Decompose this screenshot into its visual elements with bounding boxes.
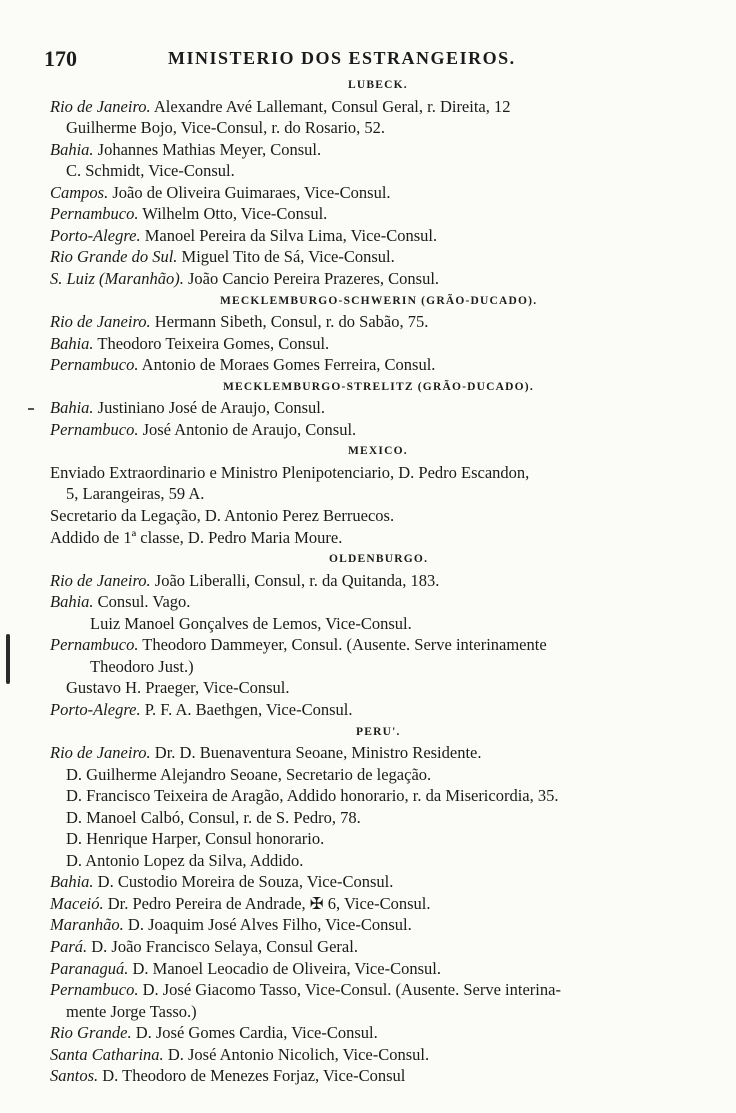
directory-entry xyxy=(90,656,194,678)
directory-entry xyxy=(50,634,547,656)
entry-text: Johannes Mathias Meyer, Consul. xyxy=(93,139,322,159)
entry-text: D. Antonio Lopez da Silva, Addido. xyxy=(66,850,304,870)
entry-place: Pernambuco. xyxy=(50,635,139,655)
directory-entry xyxy=(66,677,290,699)
entry-text: D. Theodoro de Menezes Forjaz, Vice-Consul xyxy=(98,1066,406,1086)
entry-text: Gustavo H. Praeger, Vice-Consul. xyxy=(66,678,290,698)
entry-text: Secretario da Legação, D. Antonio Perez Berruecos. xyxy=(50,506,395,525)
section-heading-text: MEXICO. xyxy=(348,445,408,458)
page-number: 170 xyxy=(44,46,77,71)
directory-entry xyxy=(50,419,356,441)
entry-text: D. João Francisco Selaya, Consul Geral. xyxy=(87,937,358,956)
entry-text: Addido de 1ª classe, D. Pedro Maria Moure. xyxy=(50,527,343,547)
entry-place: Bahia. xyxy=(50,333,94,353)
directory-entry xyxy=(66,483,204,505)
entry-place: Rio de Janeiro. xyxy=(50,743,151,763)
entry-text: Manoel Pereira da Silva Lima, Vice-Consul. xyxy=(140,225,438,245)
entry-text: Guilherme Bojo, Vice-Consul, r. do Rosario, 52. xyxy=(66,118,386,138)
entry-text: D. Manoel Leocadio de Oliveira, Vice-Consul. xyxy=(128,958,441,978)
entry-place: Porto-Alegre. xyxy=(50,699,141,719)
entry-text: D. Henrique Harper, Consul honorario. xyxy=(66,829,325,849)
entry-place: Pernambuco. xyxy=(50,204,139,224)
entry-text: D. José Antonio Nicolich, Vice-Consul. xyxy=(163,1044,430,1064)
directory-entry xyxy=(50,268,439,290)
directory-entry xyxy=(66,807,361,829)
directory-entry xyxy=(50,527,342,549)
directory-entry xyxy=(50,893,430,915)
entry-place: Bahia. xyxy=(50,592,94,612)
directory-entry xyxy=(66,785,559,807)
directory-entry xyxy=(50,225,437,247)
entry-text: D. Guilherme Alejandro Seoane, Secretario de legação. xyxy=(66,764,432,784)
directory-entry xyxy=(50,354,435,376)
entry-text: Theodoro Just.) xyxy=(90,656,194,676)
entry-text: Theodoro Dammeyer, Consul. (Ausente. Serve interinamente xyxy=(138,635,547,655)
entry-place: Porto-Alegre. xyxy=(50,225,141,245)
section-heading-text: LUBECK. xyxy=(348,79,408,91)
margin-mark xyxy=(6,634,10,684)
entry-place: Santa Catharina. xyxy=(50,1044,164,1064)
entry-text: Hermann Sibeth, Consul, r. do Sabão, 75. xyxy=(150,312,429,332)
entry-place: Rio Grande. xyxy=(50,1023,132,1043)
entry-text: João Cancio Pereira Prazeres, Consul. xyxy=(183,268,440,288)
entry-text: João Liberalli, Consul, r. da Quitanda, 183. xyxy=(150,570,440,590)
entry-place: Pernambuco. xyxy=(50,419,139,439)
directory-entry xyxy=(50,1065,405,1087)
entry-text: José Antonio de Araujo, Consul. xyxy=(138,419,357,439)
entry-place: S. Luiz (Maranhão). xyxy=(50,268,184,288)
entry-text: 5, Larangeiras, 59 A. xyxy=(66,484,205,504)
entry-text: P. F. A. Baethgen, Vice-Consul. xyxy=(140,699,353,719)
entry-text: D. Joaquim José Alves Filho, Vice-Consul. xyxy=(123,915,412,935)
entry-text: Theodoro Teixeira Gomes, Consul. xyxy=(93,333,330,353)
entry-place: Bahia. xyxy=(50,139,94,159)
entry-text: mente Jorge Tasso.) xyxy=(66,1001,197,1021)
entry-place: Pará. xyxy=(50,937,88,956)
entry-text: Dr. D. Buenaventura Seoane, Ministro Residente. xyxy=(150,743,482,763)
entry-text: D. Custodio Moreira de Souza, Vice-Consul. xyxy=(93,872,394,892)
entry-text: D. Manoel Calbó, Consul, r. de S. Pedro, 78. xyxy=(66,807,361,827)
directory-entry xyxy=(50,936,358,958)
entry-place: Rio Grande do Sul. xyxy=(50,247,178,267)
entry-place: Bahia. xyxy=(50,398,94,418)
directory-entry xyxy=(50,979,561,1001)
entry-place: Bahia. xyxy=(50,872,94,892)
directory-entry xyxy=(66,764,431,786)
margin-tick xyxy=(28,408,34,410)
entry-place: Rio de Janeiro. xyxy=(50,570,151,590)
section-heading xyxy=(223,376,534,398)
directory-entry xyxy=(50,570,439,592)
section-heading xyxy=(348,440,408,462)
directory-entry xyxy=(50,591,190,613)
directory-entry xyxy=(50,311,428,333)
directory-entry xyxy=(50,182,391,204)
entry-text: D. José Giacomo Tasso, Vice-Consul. (Ausente. Serve interina- xyxy=(138,980,561,1000)
entry-text: D. José Gomes Cardia, Vice-Consul. xyxy=(131,1023,378,1043)
entry-place: Maranhão. xyxy=(50,915,124,935)
section-heading xyxy=(348,74,408,96)
directory-entry xyxy=(50,505,394,527)
directory-entry xyxy=(50,1022,378,1044)
entry-text: Consul. Vago. xyxy=(93,592,191,612)
directory-entry xyxy=(50,462,529,484)
directory-entry xyxy=(50,914,412,936)
directory-entry xyxy=(66,850,303,872)
directory-entry xyxy=(66,1001,197,1023)
directory-entry xyxy=(50,958,441,980)
section-heading xyxy=(356,721,401,743)
entry-text: D. Francisco Teixeira de Aragão, Addido honorario, r. da Misericordia, 35. xyxy=(66,786,559,806)
section-heading xyxy=(220,290,537,312)
directory-entry xyxy=(50,742,482,764)
entry-place: Pernambuco. xyxy=(50,355,139,375)
entry-text: Wilhelm Otto, Vice-Consul. xyxy=(138,204,328,224)
directory-entry xyxy=(90,613,412,635)
entry-place: Campos. xyxy=(50,182,109,202)
running-title: MINISTERIO DOS ESTRANGEIROS. xyxy=(168,48,516,68)
section-heading xyxy=(329,548,428,570)
directory-entry xyxy=(50,246,395,268)
entry-text: Miguel Tito de Sá, Vice-Consul. xyxy=(177,247,395,267)
directory-entry xyxy=(50,699,352,721)
entry-text: Alexandre Avé Lallemant, Consul Geral, r. Direita, 12 xyxy=(150,96,511,116)
directory-entry xyxy=(66,160,235,182)
entry-text: Dr. Pedro Pereira de Andrade, ✠ 6, Vice-Consul. xyxy=(103,893,431,913)
entry-text: Luiz Manoel Gonçalves de Lemos, Vice-Consul. xyxy=(90,613,412,633)
entry-text: Enviado Extraordinario e Ministro Plenipotenciario, D. Pedro Escandon, xyxy=(50,462,530,482)
section-heading-text: OLDENBURGO. xyxy=(329,553,429,566)
entry-place: Rio de Janeiro. xyxy=(50,96,151,116)
section-heading-text: MECKLEMBURGO-SCHWERIN (GRÃO-DUCADO). xyxy=(220,294,538,307)
entry-text: João de Oliveira Guimaraes, Vice-Consul. xyxy=(108,182,391,202)
entry-text: C. Schmidt, Vice-Consul. xyxy=(66,161,235,181)
directory-entry xyxy=(50,333,329,355)
directory-entry xyxy=(66,828,324,850)
directory-entry xyxy=(50,139,321,161)
section-heading-text: MECKLEMBURGO-STRELITZ (GRÃO-DUCADO). xyxy=(223,380,534,393)
directory-entry xyxy=(50,96,511,118)
entry-place: Santos. xyxy=(50,1066,99,1086)
directory-entry xyxy=(66,117,385,139)
entry-text: Antonio de Moraes Gomes Ferreira, Consul. xyxy=(138,355,436,375)
directory-entry xyxy=(50,1044,429,1066)
directory-entry xyxy=(50,871,393,893)
entry-text: Justiniano José de Araujo, Consul. xyxy=(93,398,325,418)
directory-entry xyxy=(50,203,327,225)
entry-place: Pernambuco. xyxy=(50,980,139,1000)
entry-place: Rio de Janeiro. xyxy=(50,312,151,332)
entry-place: Maceió. xyxy=(50,893,104,913)
directory-entry xyxy=(50,397,325,419)
section-heading-text: PERU'. xyxy=(356,725,401,738)
entry-place: Paranaguá. xyxy=(50,958,129,978)
